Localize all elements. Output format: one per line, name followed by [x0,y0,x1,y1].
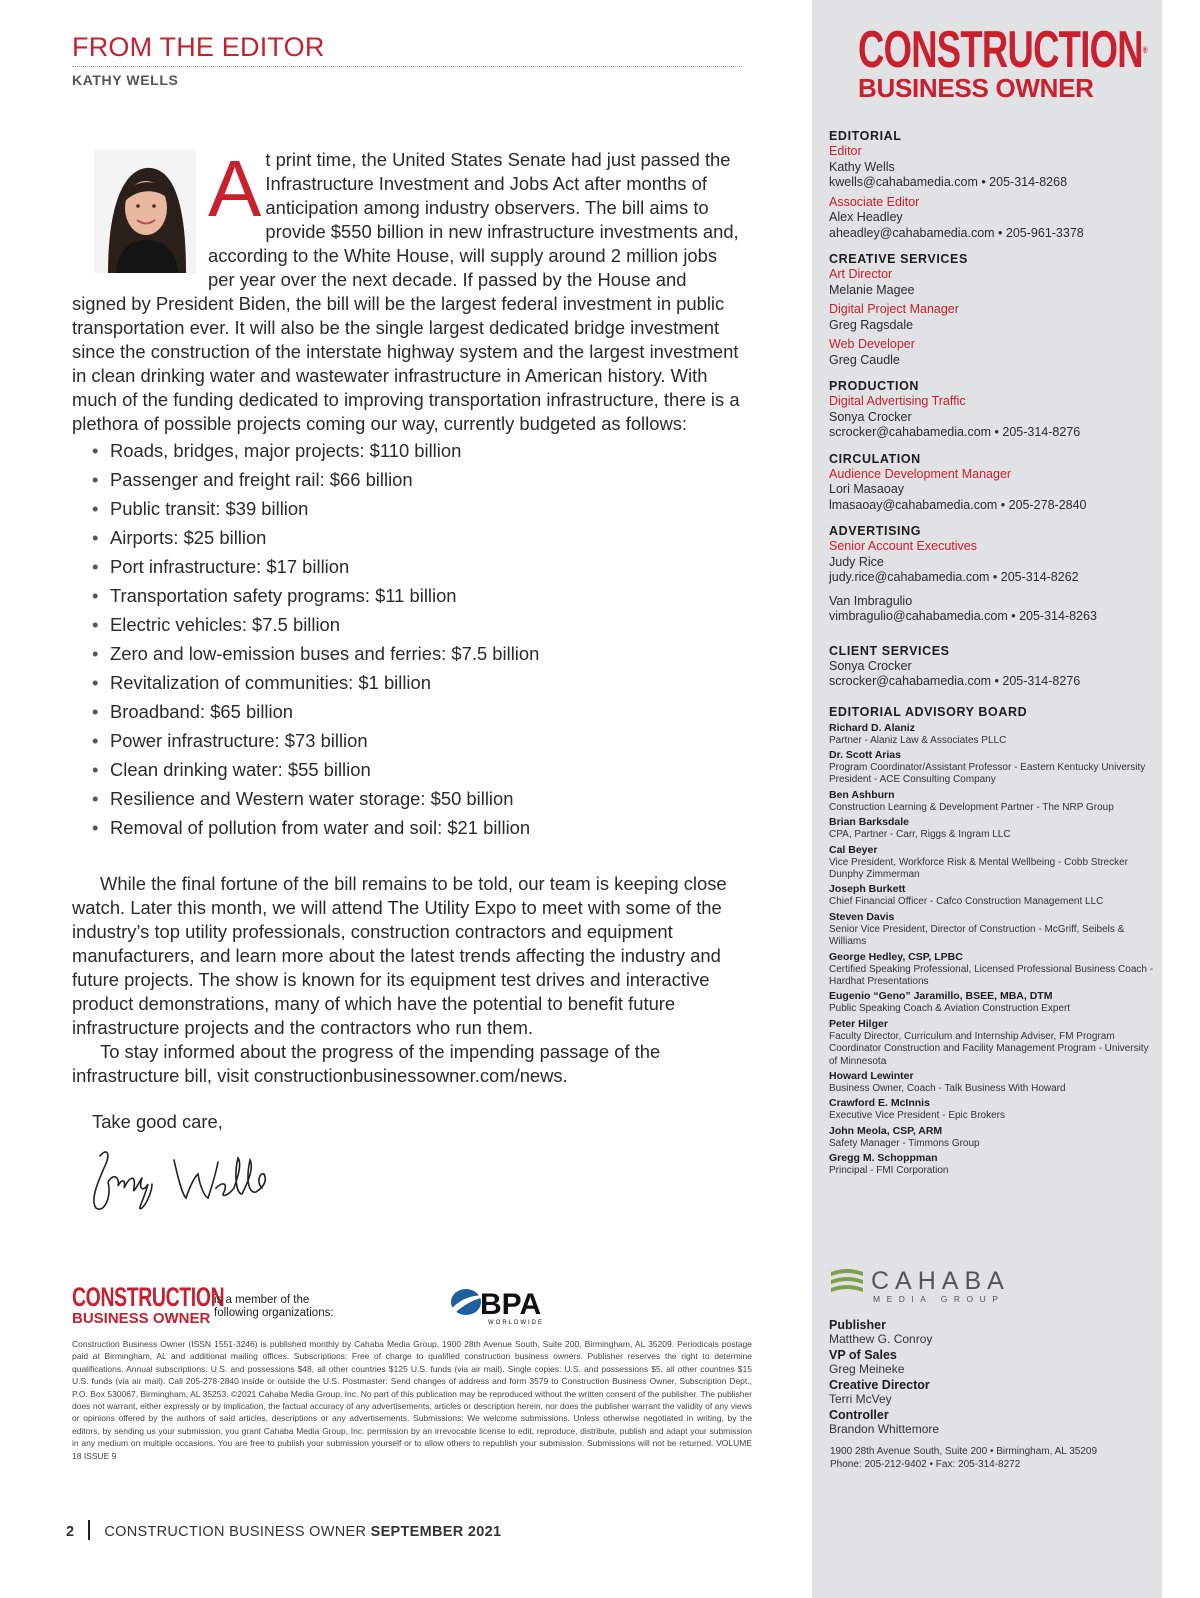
list-item: • Clean drinking water: $55 billion [92,755,740,784]
heading-divider [72,66,742,67]
article-body [72,144,740,1224]
list-item: • Roads, bridges, major projects: $110 billion [92,436,740,465]
board-member-title: Vice President, Workforce Risk & Mental Wellbeing - Cobb Strecker Dunphy Zimmerman [829,856,1129,880]
production-heading: PRODUCTION [829,379,920,393]
advertising-heading: ADVERTISING [829,524,922,538]
list-item: • Power infrastructure: $73 billion [92,726,740,755]
mini-logo: CONSTRUCTION BUSINESS OWNER [72,1282,225,1327]
person-name: Greg Ragsdale [829,317,914,332]
board-member-name: Eugenio “Geno” Jaramillo, BSEE, MBA, DTM [829,990,1053,1003]
footer-publication: CONSTRUCTION BUSINESS OWNER [104,1524,367,1540]
role-label: Editor [829,144,862,158]
publisher-role: VP of Sales [829,1348,897,1362]
board-member-title: Certified Speaking Professional, Licensed Professional Business Coach - Hardhat Presentations [829,963,1154,987]
board-member-name: Richard D. Alaniz [829,721,915,734]
budget-list [72,436,740,842]
contact-info: aheadley@cahabamedia.com • 205-961-3378 [829,225,1084,240]
board-member-title: CPA, Partner - Carr, Riggs & Ingram LLC [829,829,1011,841]
board-member-title: Program Coordinator/Assistant Professor - Eastern Kentucky University President - ACE Consulting Company [829,761,1146,786]
publisher-name: Terri McVey [829,1392,892,1406]
phone-line: Phone: 205-212-9402 • Fax: 205-314-8272 [830,1458,1021,1470]
board-member-name: Joseph Burkett [829,883,906,896]
paragraph-2: While the final fortune of the bill remains to be told, our team is keeping close watch. Later this month, we will attend The Utility Expo to meet with some of the industry’s top utility professionals, construction contractors and equipment manufacturers, and learn more about the latest trends affecting the industry and future projects. The show is known for its equipment test drives and interactive product demonstrations, many of which have the potential to benefit future infrastructure projects and the contractors who run them. [72,873,727,1038]
board-member [829,911,1159,949]
contact-info: vimbragulio@cahabamedia.com • 205-314-8263 [829,609,1097,623]
brand-logo: CONSTRUCTION® BUSINESS OWNER [858,21,1147,103]
contact-info: scrocker@cahabamedia.com • 205-314-8276 [829,425,1081,439]
editorial-heading: EDITORIAL [829,129,902,143]
membership-block [72,1284,752,1326]
list-item: • Transportation safety programs: $11 billion [92,581,740,610]
board-heading: EDITORIAL ADVISORY BOARD [829,704,1028,719]
board-member-title: Principal - FMI Corporation [829,1165,949,1177]
board-member [829,1152,1159,1177]
section-title: FROM THE EDITOR [72,32,325,62]
list-item: • Public transit: $39 billion [92,494,740,523]
role-label: Art Director [829,267,893,281]
board-member [829,1070,1159,1095]
contact-info: kwells@cahabamedia.com • 205-314-8268 [829,175,1068,189]
board-member [829,816,1159,841]
role-label: Senior Account Executives [829,539,977,553]
svg-text:WORLDWIDE: WORLDWIDE [488,1320,544,1326]
board-member [829,883,1159,908]
board-member-name: Peter Hilger [829,1017,888,1030]
board-member-name: Crawford E. McInnis [829,1097,930,1110]
person-name: Lori Masaoay [829,482,905,496]
publisher-name: Greg Meineke [829,1362,905,1376]
board-member-name: Howard Lewinter [829,1070,914,1082]
client-heading: CLIENT SERVICES [829,643,950,658]
bpa-logo [446,1284,566,1326]
board-member [829,789,1159,814]
board-member [829,749,1159,787]
list-item: • Revitalization of communities: $1 billion [92,668,740,697]
board-member-name: Dr. Scott Arias [829,748,901,761]
board-member-name: John Meola, CSP, ARM [829,1124,943,1137]
person-name: Van Imbragulio [829,593,913,608]
address-line: 1900 28th Avenue South, Suite 200 • Birmingham, AL 35209 [830,1446,1098,1457]
footer-issue: SEPTEMBER 2021 [370,1524,502,1540]
board-member [829,951,1159,989]
signoff: Take good care, [92,1111,223,1132]
editor-letter [72,30,740,1132]
signature [78,1138,278,1218]
board-member [829,1125,1159,1150]
editor-photo [94,150,196,273]
contact-info: scrocker@cahabamedia.com • 205-314-8276 [829,674,1081,688]
masthead-list [829,128,1159,1178]
board-member-title: Safety Manager - Timmons Group [829,1137,980,1149]
board-member-title: Faculty Director, Curriculum and Internship Adviser, FM Program Coordinator Construction and Facility Management Program - University of Minnesota [829,1030,1149,1067]
board-member-title: Senior Vice President, Director of Construction - McGriff, Seibels & Williams [829,923,1125,948]
legal-notice: Construction Business Owner (ISSN 1551-3246) is published monthly by Cahaba Media Group, 1900 28th Avenue South, Suite 200, Birmingham, AL 35209. Periodicals postage paid at Birmingham, AL and additional mailing offices. Subscriptions: Free of charge to qualified construction business owners. Publisher reserves the right to determine qualifications. Annual subscriptions: U.S. and possessions $48, all other countries $125 U.S. funds (via air mail). Single copies: U.S. and possessions $5, all other countries $15 U.S. funds (via air mail). Call 205-278-2840 inside or outside the U.S. Postmaster: Send changes of address and form 3579 to Construction Business Owner, Subscription Dept., P.O. Box 530067, Birmingham, AL 35253. ©2021 Cahaba Media Group, Inc. No part of this publication may be reproduced without the written consent of the publisher. The publisher does not warrant, either expressly or by implication, the factual accuracy of any advertisements, articles or description herein, nor does the publisher warrant the validity of any views or opinions offered by the authors of said articles, descriptions or any advertisements. Submissions: We welcome submissions. Unless otherwise negotiated in writing, by the editors, by sending us your submission, you grant Cahaba Media Group, Inc. permission by an irrevocable license to edit, reproduce, distribute, publish and adapt your submission in any medium on multiple occasions. You are free to publish your submission yourself or to allow others to republish your submission. Submissions will not be returned. VOLUME 18 ISSUE 9 [72,1339,752,1461]
board-member-title: Executive Vice President - Epic Brokers [829,1110,1006,1122]
person-name: Sonya Crocker [829,658,912,673]
list-item: • Port infrastructure: $17 billion [92,552,740,581]
board-member-name: Brian Barksdale [829,816,909,829]
person-name: Kathy Wells [829,159,895,174]
contact-info: judy.rice@cahabamedia.com • 205-314-8262 [829,570,1079,584]
board-member [829,722,1159,747]
publisher-name: Brandon Whittemore [829,1422,940,1436]
contact-info: lmasaoay@cahabamedia.com • 205-278-2840 [829,497,1087,512]
creative-heading: CREATIVE SERVICES [829,252,968,266]
list-item: • Electric vehicles: $7.5 billion [92,610,740,639]
board-member [829,1097,1159,1122]
board-list [829,722,1159,1178]
role-label: Digital Advertising Traffic [829,394,966,408]
list-item: • Zero and low-emission buses and ferries: $7.5 billion [92,639,740,668]
circulation-heading: CIRCULATION [829,451,921,466]
list-item: • Broadband: $65 billion [92,697,740,726]
byline: KATHY WELLS [72,72,179,88]
role-label: Web Developer [829,337,915,351]
board-member-title: Business Owner, Coach - Talk Business With Howard [829,1083,1066,1094]
role-label: Associate Editor [829,194,920,209]
publisher-list [829,1318,1159,1438]
board-member-name: George Hedley, CSP, LPBC [829,950,963,963]
board-member [829,844,1159,882]
membership-text: is a member of the following organizations: [214,1294,334,1319]
intro-paragraph: t print time, the United States Senate had just passed the Infrastructure Investment and Jobs Act after months of anticipation among industry observers. The bill aims to provide $550 billion in new infrastructure investments and, according to the White House, will supply around 2 million jobs per year over the next decade. If passed by the House and signed by President Biden, the bill will be the largest federal investment in public transportation ever. It will also be the single largest dedicated bridge investment since the construction of the interstate highway system and the largest investment in clean drinking water and wastewater infrastructure in American history. With much of the funding dedicated to improving transportation infrastructure, there is a plethora of possible projects coming our way, currently budgeted as follows: [72,149,740,434]
person-name: Judy Rice [829,554,884,569]
board-member-title: Chief Financial Officer - Cafco Construction Management LLC [829,896,1104,908]
list-item: • Airports: $25 billion [92,523,740,552]
page-number: 2 [66,1524,75,1540]
cahaba-mark-icon [829,1266,865,1300]
board-member-name: Gregg M. Schoppman [829,1152,938,1165]
role-label: Digital Project Manager [829,302,959,316]
publisher-name: Matthew G. Conroy [829,1332,933,1346]
board-member-name: Ben Ashburn [829,788,895,801]
footer-divider [88,1520,90,1540]
person-name: Greg Caudle [829,352,900,367]
person-name: Melanie Magee [829,282,915,297]
person-name: Alex Headley [829,210,903,224]
drop-cap: A [208,144,262,233]
publisher-role: Controller [829,1408,889,1422]
board-member-title: Public Speaking Coach & Aviation Construction Expert [829,1003,1071,1015]
board-member-name: Steven Davis [829,910,895,923]
list-item: • Removal of pollution from water and soil: $21 billion [92,813,740,842]
board-member-name: Cal Beyer [829,843,878,856]
paragraph-3: To stay informed about the progress of the impending passage of the infrastructure bill, visit constructionbusinessowner.com/news. [72,1041,661,1086]
role-label: Audience Development Manager [829,466,1012,481]
svg-text:BPA: BPA [480,1288,542,1321]
board-member-title: Construction Learning & Development Partner - The NRP Group [829,801,1114,813]
board-member [829,1018,1159,1068]
registered-mark: ® [1142,45,1147,55]
page-footer [66,1520,501,1540]
publisher-role: Creative Director [829,1378,930,1392]
board-member-title: Partner - Alaniz Law & Associates PLLC [829,734,1007,746]
list-item: • Passenger and freight rail: $66 billion [92,465,740,494]
address-block [830,1446,1097,1471]
board-member [829,990,1159,1015]
publisher-role: Publisher [829,1318,886,1332]
person-name: Sonya Crocker [829,409,912,424]
list-item: • Resilience and Western water storage: $50 billion [92,784,740,813]
